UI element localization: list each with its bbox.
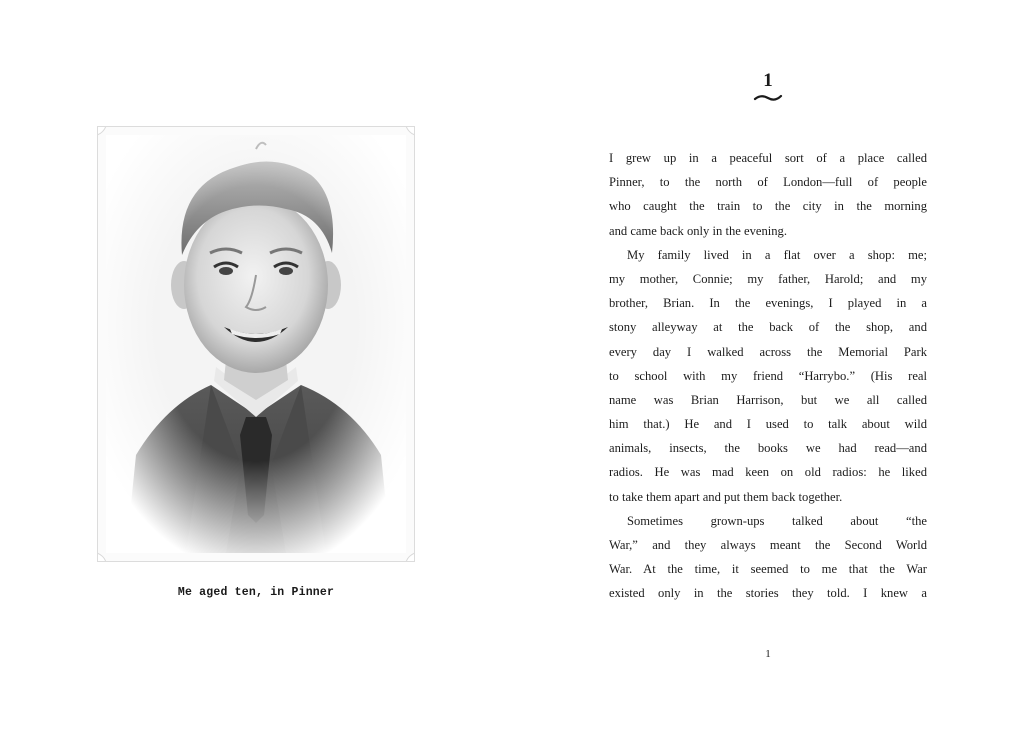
chapter-number: 1	[763, 70, 773, 91]
boy-portrait-photo	[106, 135, 406, 553]
photo-corner	[97, 552, 107, 562]
text-line: My family lived in a flat over a shop: me;	[627, 247, 927, 262]
text-line: I grew up in a peaceful sort of a place called	[609, 151, 927, 165]
photo-caption: Me aged ten, in Pinner	[177, 586, 335, 599]
text-line: radios. He was mad keen on old radios: he liked	[609, 465, 927, 480]
text-line: animals, insects, the books we had read—and	[609, 441, 927, 456]
text-line: my mother, Connie; my father, Harold; and my	[609, 271, 927, 286]
text-line: Sometimes grown-ups talked about “the	[627, 513, 927, 528]
text-line: stony alleyway at the back of the shop, and	[609, 320, 927, 335]
chapter-ornament-icon	[753, 93, 783, 103]
text-line: to school with my friend “Harrybo.” (His real	[609, 368, 927, 383]
text-line: War. At the time, it seemed to me that the War	[609, 562, 927, 577]
photo-corner	[405, 552, 415, 562]
photo-corner	[405, 126, 415, 136]
text-line: and came back only in the evening.	[609, 223, 787, 238]
text-line: every day I walked across the Memorial Park	[609, 344, 927, 359]
text-line: name was Brian Harrison, but we all called	[609, 392, 927, 407]
chapter-body-text	[609, 146, 927, 606]
text-line: War,” and they always meant the Second World	[609, 538, 927, 552]
text-line: existed only in the stories they told. I knew a	[609, 586, 927, 601]
text-line: brother, Brian. In the evenings, I played in a	[609, 296, 927, 311]
text-line: Pinner, to the north of London—full of people	[609, 175, 927, 190]
text-line: him that.) He and I used to talk about wild	[609, 417, 927, 432]
text-line: who caught the train to the city in the morning	[609, 199, 927, 214]
page-number: 1	[765, 648, 771, 660]
photo-frame	[97, 126, 415, 562]
text-line: to take them apart and put them back together.	[609, 489, 843, 504]
